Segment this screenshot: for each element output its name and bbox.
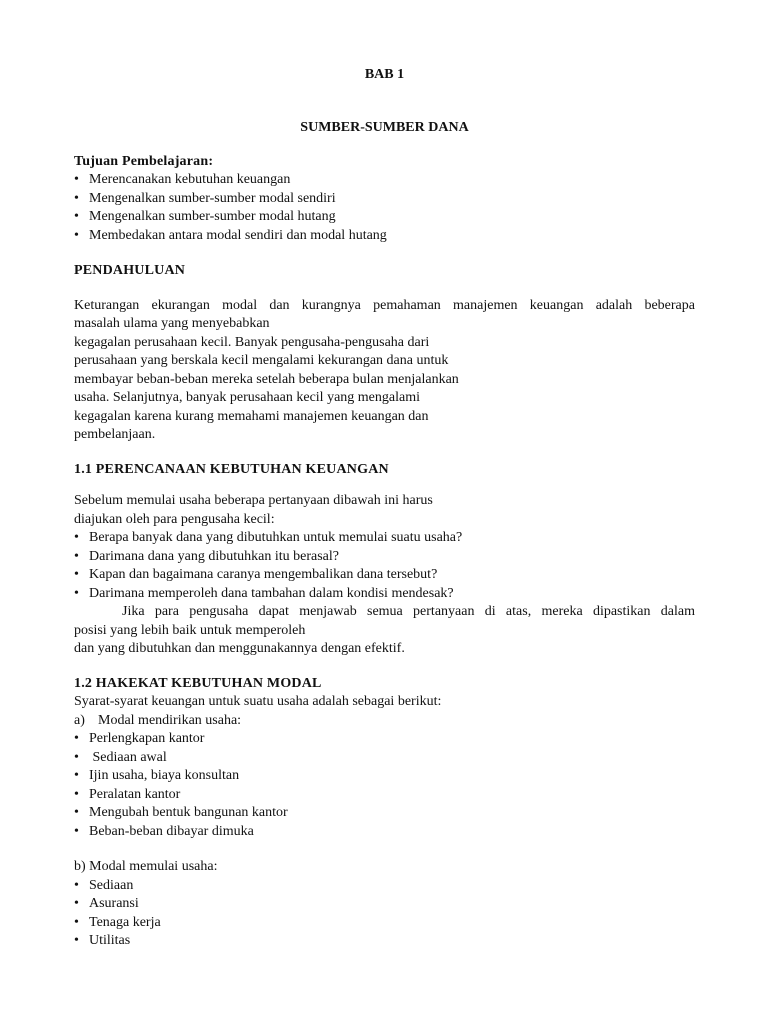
list-item: • Sediaan awal [74, 749, 695, 768]
paragraph-line: posisi yang lebih baik untuk memperoleh [74, 622, 306, 638]
paragraph-line: perusahaan yang berskala kecil mengalami kekurangan dana untuk [74, 353, 449, 368]
list-item: • Mengenalkan sumber-sumber modal hutang [74, 208, 695, 227]
document-title: SUMBER-SUMBER DANA [300, 120, 469, 135]
list-item: • Beban-beban dibayar dimuka [74, 823, 695, 842]
list-item: • Utilitas [74, 932, 695, 951]
list-item: • Merencanakan kebutuhan keuangan [74, 171, 695, 190]
list-item: • Peralatan kantor [74, 786, 695, 805]
paragraph-line: membayar beban-beban mereka setelah beberapa bulan menjalankan [74, 371, 459, 387]
paragraph-line: diajukan oleh para pengusaha kecil: [74, 511, 275, 527]
section-1-1-heading: 1.1 PERENCANAAN KEBUTUHAN KEUANGAN [74, 461, 389, 477]
part-a-list [74, 730, 695, 841]
list-item: • Kapan dan bagaimana caranya mengembalikan dana tersebut? [74, 566, 695, 585]
list-item: • Perlengkapan kantor [74, 730, 695, 749]
intro-paragraph [74, 297, 695, 445]
paragraph-line: Keturangan ekurangan modal dan kurangnya pemahaman manajemen keuangan adalah beberapa [74, 297, 695, 313]
list-item: • Ijin usaha, biaya konsultan [74, 767, 695, 786]
list-item: • Sediaan [74, 877, 695, 896]
section-1-1-closing [74, 603, 695, 659]
paragraph-line: kegagalan perusahaan kecil. Banyak pengusaha-pengusaha dari [74, 334, 430, 350]
part-b-title: b) Modal memulai usaha: [74, 859, 218, 874]
paragraph-line: masalah ulama yang menyebabkan [74, 316, 270, 331]
list-item: • Membedakan antara modal sendiri dan modal hutang [74, 227, 695, 246]
section-1-2-heading: 1.2 HAKEKAT KEBUTUHAN MODAL [74, 675, 322, 691]
paragraph-line: kegagalan karena kurang memahami manajemen keuangan dan [74, 408, 429, 424]
paragraph-line: usaha. Selanjutnya, banyak perusahaan kecil yang mengalami [74, 390, 420, 405]
list-item: • Darimana dana yang dibutuhkan itu berasal? [74, 548, 695, 567]
objectives-heading: Tujuan Pembelajaran: [74, 153, 214, 169]
section-1-2-intro: Syarat-syarat keuangan untuk suatu usaha adalah sebagai berikut: [74, 694, 442, 709]
list-item: • Mengenalkan sumber-sumber modal sendiri [74, 190, 695, 209]
intro-heading: PENDAHULUAN [74, 263, 186, 278]
objectives-list [74, 171, 695, 245]
list-item: • Tenaga kerja [74, 914, 695, 933]
part-a-title-text: Modal mendirikan usaha: [98, 712, 242, 728]
questions-list [74, 529, 695, 603]
part-a-title [74, 712, 695, 731]
part-a-label: a) [74, 712, 85, 728]
paragraph-line: dan yang dibutuhkan dan menggunakannya dengan efektif. [74, 641, 405, 656]
list-item: • Asuransi [74, 895, 695, 914]
chapter-label: BAB 1 [364, 67, 405, 82]
list-item: • Mengubah bentuk bangunan kantor [74, 804, 695, 823]
list-item: • Berapa banyak dana yang dibutuhkan untuk memulai suatu usaha? [74, 529, 695, 548]
list-item: • Darimana memperoleh dana tambahan dalam kondisi mendesak? [74, 585, 695, 604]
part-b-list [74, 877, 695, 951]
paragraph-line: pembelanjaan. [74, 427, 156, 442]
section-1-1-intro [74, 492, 695, 529]
paragraph-line: Sebelum memulai usaha beberapa pertanyaan dibawah ini harus [74, 493, 433, 508]
paragraph-line: Jika para pengusaha dapat menjawab semua pertanyaan di atas, mereka dipastikan dalam [122, 604, 695, 619]
